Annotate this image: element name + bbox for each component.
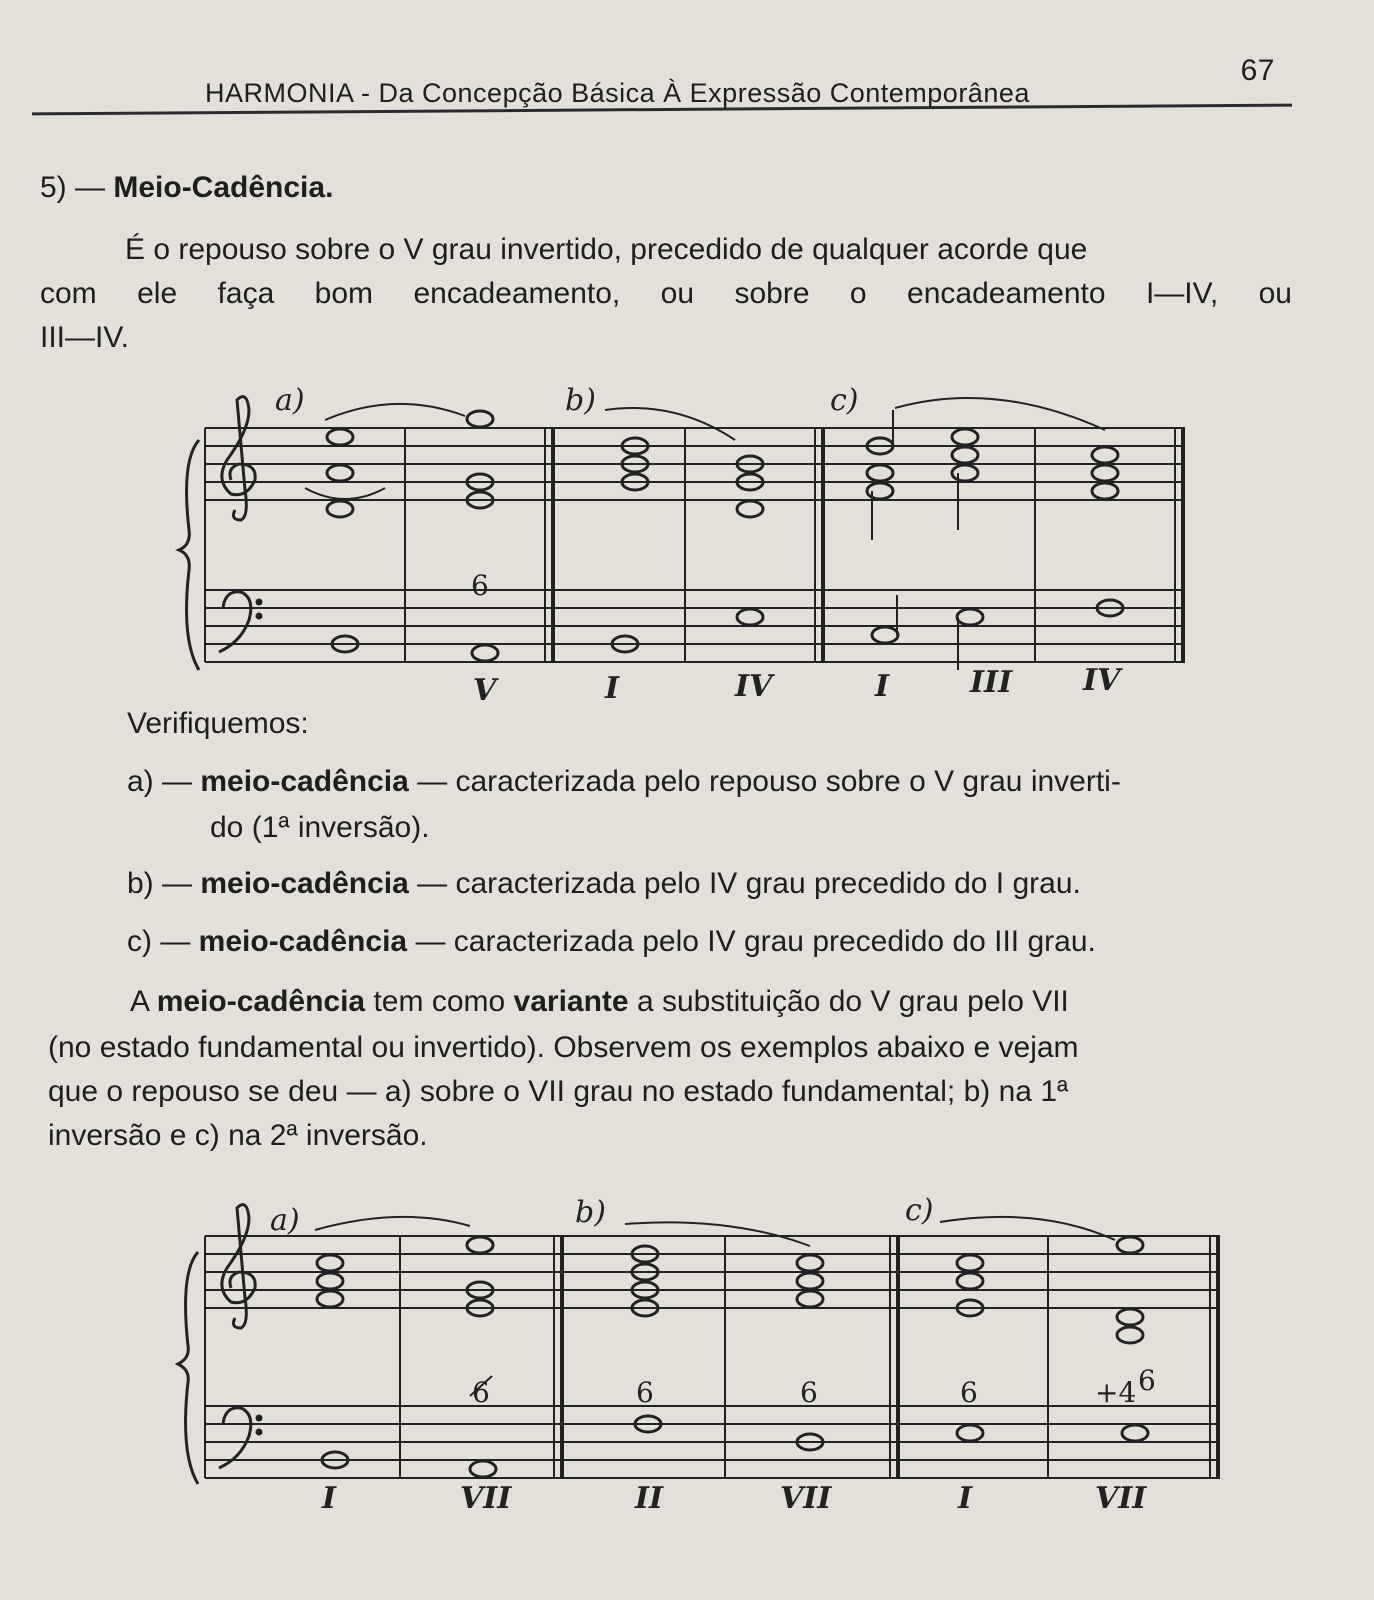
verify-item-b bbox=[127, 862, 1081, 906]
example1-degree-2: I bbox=[605, 671, 620, 706]
intro-line-2: com ele faça bom encadeamento, ou sobre o encadeamento I—IV, ou bbox=[40, 277, 1292, 310]
example1-label-a: a) bbox=[275, 383, 305, 418]
example2-degree-4: VII bbox=[780, 1481, 832, 1516]
example2-degree-2: VII bbox=[460, 1481, 512, 1516]
example1-degree-3: IV bbox=[735, 669, 773, 704]
example2-degree-5: I bbox=[958, 1481, 973, 1516]
variant-c: a substituição do V grau pelo VII bbox=[636, 985, 1069, 1018]
book-title: HARMONIA - Da Concepção Básica À Expressão Contemporânea bbox=[205, 78, 1030, 108]
example2-figure-5: +4 bbox=[1095, 1376, 1137, 1409]
variant-line-1 bbox=[130, 980, 1069, 1024]
variant-a: A bbox=[130, 985, 149, 1018]
example2-figure-1: 6 bbox=[472, 1376, 490, 1409]
variant-term-2: variante bbox=[513, 985, 629, 1018]
example2-degree-6: VII bbox=[1095, 1481, 1147, 1516]
example1-degree-5: III bbox=[970, 665, 1013, 700]
example2-degree-3: II bbox=[635, 1481, 664, 1516]
section-title: Meio-Cadência. bbox=[113, 171, 334, 204]
example2-label-a: a) bbox=[270, 1203, 300, 1238]
verify-item-b-term: meio-cadência bbox=[200, 867, 409, 900]
intro-line-3: III—IV. bbox=[40, 321, 129, 354]
example1-degree-1: V bbox=[473, 673, 497, 708]
variant-line-4: inversão e c) na 2ª inversão. bbox=[48, 1119, 428, 1152]
variant-term: meio-cadência bbox=[156, 985, 366, 1018]
variant-line-3: que o repouso se deu — a) sobre o VII grau no estado fundamental; b) na 1ª bbox=[48, 1075, 1069, 1108]
example2-figure-6: 6 bbox=[1138, 1364, 1156, 1397]
example2-figure-4: 6 bbox=[960, 1376, 978, 1409]
intro-line-1: É o repouso sobre o V grau invertido, precedido de qualquer acorde que bbox=[125, 233, 1088, 266]
verify-item-c bbox=[127, 920, 1096, 964]
example1-figure-6: 6 bbox=[471, 569, 489, 602]
example1-label-b: b) bbox=[565, 383, 596, 418]
example1-label-c: c) bbox=[830, 383, 859, 418]
verify-item-a-term: meio-cadência bbox=[200, 765, 409, 798]
example2-figure-3: 6 bbox=[800, 1376, 818, 1409]
verify-item-a-cont: do (1ª inversão). bbox=[210, 811, 430, 844]
verify-item-a-text: caracterizada pelo repouso sobre o V grau inverti- bbox=[455, 765, 1121, 798]
page-number: 67 bbox=[1240, 54, 1275, 87]
verify-item-c-dash: — bbox=[415, 925, 446, 958]
example2-label-b: b) bbox=[575, 1196, 606, 1230]
section-number: 5) — bbox=[40, 171, 106, 204]
example2-figure-2: 6 bbox=[636, 1376, 654, 1409]
verify-heading: Verifiquemos: bbox=[127, 707, 309, 740]
example2-label-c: c) bbox=[905, 1196, 934, 1228]
verify-item-c-letter: c) — bbox=[127, 925, 191, 958]
verify-item-a bbox=[127, 760, 1121, 804]
section-heading bbox=[40, 166, 333, 210]
music-example-1 bbox=[175, 380, 1205, 710]
verify-item-c-term: meio-cadência bbox=[198, 925, 408, 958]
example2-degree-1: I bbox=[322, 1481, 337, 1516]
music-example-2 bbox=[170, 1196, 1230, 1526]
variant-line-2: (no estado fundamental ou invertido). Observem os exemplos abaixo e vejam bbox=[48, 1031, 1079, 1064]
verify-item-a-dash: — bbox=[417, 765, 448, 798]
verify-item-b-text: caracterizada pelo IV grau precedido do I grau. bbox=[455, 867, 1081, 900]
example1-degree-6: IV bbox=[1083, 663, 1121, 698]
variant-b: tem como bbox=[373, 985, 506, 1018]
verify-item-c-text: caracterizada pelo IV grau precedido do III grau. bbox=[453, 925, 1096, 958]
example1-degree-4: I bbox=[875, 669, 890, 704]
verify-item-b-letter: b) — bbox=[127, 867, 193, 900]
verify-item-a-letter: a) — bbox=[127, 765, 193, 798]
verify-item-b-dash: — bbox=[417, 867, 448, 900]
